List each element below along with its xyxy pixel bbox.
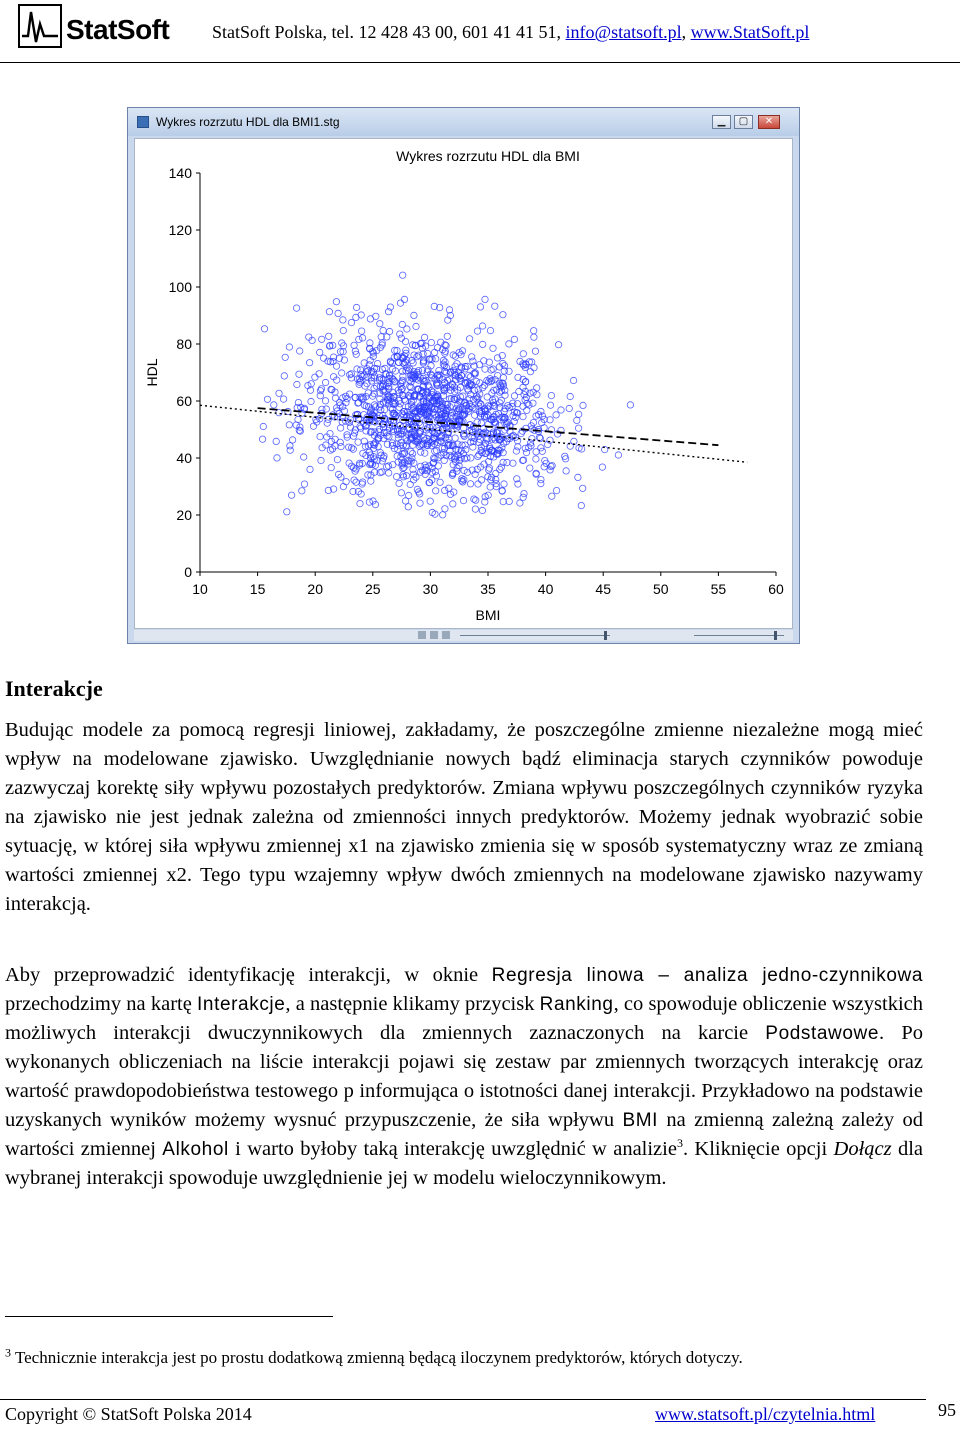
x-tick-label: 50: [653, 581, 669, 597]
window-statusbar: [134, 630, 793, 641]
data-point: [335, 310, 341, 316]
data-point: [293, 422, 299, 428]
data-point: [398, 335, 404, 341]
data-point: [474, 419, 480, 425]
data-point: [284, 509, 290, 515]
data-point: [487, 327, 493, 333]
data-point: [337, 425, 343, 431]
zoom-icon[interactable]: [418, 631, 426, 639]
data-point: [274, 455, 280, 461]
x-tick-label: 20: [307, 581, 323, 597]
paragraph-2-text: na zmienną zależną zależy od wartości zmiennej: [5, 1109, 923, 1160]
data-point: [296, 371, 302, 377]
data-point: [332, 436, 338, 442]
data-point: [348, 319, 354, 325]
data-point: [532, 348, 538, 354]
data-point: [531, 328, 537, 334]
data-point: [428, 339, 434, 345]
data-point: [477, 304, 483, 310]
data-point: [570, 377, 576, 383]
data-point: [282, 354, 288, 360]
data-point: [301, 454, 307, 460]
ui-term-button: Ranking: [539, 994, 614, 1015]
data-point: [396, 480, 402, 486]
data-point: [402, 498, 408, 504]
statsoft-logo: [18, 4, 190, 48]
data-point: [397, 300, 403, 306]
data-point: [281, 373, 287, 379]
data-point: [574, 417, 580, 423]
data-point: [515, 444, 521, 450]
y-axis-label: HDL: [144, 358, 160, 387]
paragraph-2-text: , a następnie klikamy przycisk: [285, 993, 540, 1015]
data-point: [450, 501, 456, 507]
data-point: [418, 449, 424, 455]
data-point: [317, 349, 323, 355]
data-point: [531, 334, 537, 340]
data-point: [339, 370, 345, 376]
data-point: [280, 396, 286, 402]
footer-rule: [0, 1399, 926, 1400]
window-titlebar[interactable]: [128, 108, 799, 136]
data-point: [497, 466, 503, 472]
data-point: [469, 354, 475, 360]
x-tick-label: 40: [537, 581, 554, 597]
data-point: [316, 371, 322, 377]
data-point: [533, 456, 539, 462]
logo-text: StatSoft: [66, 14, 170, 45]
data-point: [580, 402, 586, 408]
x-tick-label: 25: [365, 581, 381, 597]
data-point: [358, 312, 364, 318]
data-point: [338, 443, 344, 449]
data-point: [401, 296, 407, 302]
data-point: [580, 485, 586, 491]
data-point: [493, 470, 499, 476]
data-point: [534, 385, 540, 391]
data-point: [479, 323, 485, 329]
zoom-slider-thumb[interactable]: [774, 631, 777, 640]
paragraph-2-text: . Po wykonanych obliczeniach na liście interakcji pojawi się zestaw par zmiennych tworzących interakcję oraz wartość prawdopodobieństwa testowego p informująca o istotności danej interakcji. Przykładowo na podstawie uzyskanych wyników możemy wysnuć przypuszczenie, że siła wpływu: [5, 1022, 924, 1131]
data-point: [482, 296, 488, 302]
data-point: [356, 336, 362, 342]
window-title: Wykres rozrzutu HDL dla BMI1.stg: [156, 115, 340, 129]
data-point: [575, 474, 581, 480]
section-title: Interakcje: [5, 676, 103, 701]
data-point: [312, 374, 318, 380]
data-point: [467, 481, 473, 487]
scatter-plot-area: [134, 138, 793, 629]
data-point: [427, 498, 433, 504]
data-point: [318, 386, 324, 392]
y-tick-label: 0: [184, 564, 192, 580]
data-point: [426, 480, 432, 486]
data-point: [340, 317, 346, 323]
data-point: [322, 398, 328, 404]
data-point: [287, 447, 293, 453]
data-point: [340, 483, 346, 489]
data-point: [307, 466, 313, 472]
footnote-rule: [5, 1316, 333, 1317]
x-tick-label: 10: [192, 581, 208, 597]
data-point: [474, 328, 480, 334]
header-contact: [212, 22, 809, 43]
data-point: [308, 398, 314, 404]
data-point: [468, 455, 474, 461]
data-point: [553, 412, 559, 418]
data-point: [413, 323, 419, 329]
y-tick-label: 60: [176, 393, 192, 409]
data-point: [470, 405, 476, 411]
data-point: [317, 433, 323, 439]
pan-icon[interactable]: [442, 631, 450, 639]
data-point: [351, 342, 357, 348]
data-point: [422, 450, 428, 456]
data-point: [520, 413, 526, 419]
data-point: [319, 336, 325, 342]
paragraph-2-text: i warto byłoby taką interakcję uwzględnić w analizie: [228, 1138, 677, 1160]
data-point: [407, 481, 413, 487]
data-point: [504, 459, 510, 465]
data-point: [527, 465, 533, 471]
y-tick-label: 40: [176, 450, 192, 466]
footer-link[interactable]: www.statsoft.pl/czytelnia.html: [655, 1404, 876, 1424]
data-point: [511, 336, 517, 342]
data-point: [461, 477, 467, 483]
data-point: [294, 381, 300, 387]
data-point: [299, 488, 305, 494]
footnote-ref[interactable]: 3: [676, 1136, 683, 1151]
data-point: [488, 367, 494, 373]
data-point: [472, 506, 478, 512]
data-point: [549, 493, 555, 499]
data-point: [475, 481, 481, 487]
data-point: [326, 333, 332, 339]
data-point: [529, 435, 535, 441]
data-point: [417, 500, 423, 506]
data-point: [400, 272, 406, 278]
data-point: [402, 338, 408, 344]
paragraph-2-text: , co spowoduje obliczenie wszystkich możliwych interakcji dwuczynnikowych dla zmiennych zaznaczonych na karcie: [5, 993, 923, 1044]
data-point: [399, 321, 405, 327]
data-point: [510, 460, 516, 466]
data-point: [343, 399, 349, 405]
data-point: [567, 393, 573, 399]
minimize-button[interactable]: ▁: [712, 115, 731, 129]
y-tick-label: 80: [176, 336, 192, 352]
data-point: [320, 355, 326, 361]
data-point: [297, 348, 303, 354]
data-point: [322, 379, 328, 385]
data-point: [334, 456, 340, 462]
data-point: [437, 479, 443, 485]
footnote-number: 3: [5, 1345, 11, 1360]
data-point: [421, 334, 427, 340]
data-point: [538, 476, 544, 482]
maximize-button[interactable]: ▢: [734, 115, 753, 129]
data-point: [357, 367, 363, 373]
x-tick-label: 30: [422, 581, 439, 597]
data-point: [555, 342, 561, 348]
data-point: [293, 305, 299, 311]
header-separator: ,: [681, 22, 691, 42]
data-point: [408, 448, 414, 454]
data-point: [499, 487, 505, 493]
data-point: [511, 393, 517, 399]
ui-term-window: Regresja linowa – analiza jedno-czynnikowa: [491, 965, 923, 986]
data-point: [500, 498, 506, 504]
data-point: [367, 316, 373, 322]
header-email-link[interactable]: info@statsoft.pl: [565, 22, 682, 42]
paragraph-2-text: Aby przeprowadzić identyfikację interakcji, w oknie: [5, 964, 492, 986]
data-point: [288, 492, 294, 498]
data-point: [492, 303, 498, 309]
x-axis-label: BMI: [475, 607, 501, 623]
data-point: [558, 407, 564, 413]
data-point: [310, 423, 316, 429]
x-tick-label: 15: [249, 581, 266, 597]
page-header: [0, 0, 960, 66]
data-point: [328, 464, 334, 470]
data-point: [527, 369, 533, 375]
data-point: [409, 450, 415, 456]
data-point: [340, 327, 346, 333]
data-point: [479, 507, 485, 513]
data-point: [333, 363, 339, 369]
data-point: [431, 349, 437, 355]
data-point: [566, 405, 572, 411]
data-point: [615, 452, 621, 458]
data-point: [442, 506, 448, 512]
data-point: [563, 468, 569, 474]
data-point: [397, 331, 403, 337]
footnote: [5, 1345, 743, 1368]
ui-term-variable: BMI: [622, 1110, 659, 1131]
data-point: [380, 327, 386, 333]
x-tick-label: 35: [480, 581, 496, 597]
close-button[interactable]: ✕: [758, 115, 780, 129]
data-point: [306, 360, 312, 366]
data-point: [482, 366, 488, 372]
data-point: [548, 392, 554, 398]
data-point: [366, 499, 372, 505]
data-point: [506, 498, 512, 504]
data-point: [575, 425, 581, 431]
paragraph-2-text: przechodzimy na kartę: [5, 993, 198, 1015]
data-point: [473, 497, 479, 503]
data-point: [460, 497, 466, 503]
data-point: [428, 375, 434, 381]
y-tick-label: 100: [168, 279, 192, 295]
data-point: [333, 299, 339, 305]
data-point: [330, 354, 336, 360]
data-point: [289, 437, 295, 443]
data-point: [520, 494, 526, 500]
data-point: [458, 351, 464, 357]
data-point: [553, 487, 559, 493]
data-point: [357, 500, 363, 506]
data-point: [478, 477, 484, 483]
data-point: [393, 473, 399, 479]
header-contact-text: StatSoft Polska, tel. 12 428 43 00, 601 41 41 51,: [212, 22, 566, 42]
ui-term-option: Dołącz: [833, 1138, 892, 1160]
data-point: [355, 439, 361, 445]
data-point: [377, 321, 383, 327]
paragraph-2-text: . Kliknięcie opcji: [682, 1138, 834, 1160]
data-point: [358, 491, 364, 497]
ui-term-card: Podstawowe: [765, 1023, 880, 1044]
data-point: [487, 484, 493, 490]
data-point: [286, 344, 292, 350]
data-point: [599, 464, 605, 470]
data-point: [480, 341, 486, 347]
data-point: [347, 424, 353, 430]
data-point: [514, 401, 520, 407]
paragraph-2-text: dla wybranej interakcji spowoduje uwzględnienie jej w modelu wieloczynnikowym.: [5, 1138, 923, 1189]
data-point: [368, 478, 374, 484]
ui-term-tab: Interakcje: [197, 994, 286, 1015]
chart-window: [127, 107, 800, 644]
paragraph-1: Budując modele za pomocą regresji liniowej, zakładamy, że poszczególne zmienne niezależne mogą mieć wpływ na modelowane zjawisko. Uwzględnianie nowych bądź eliminacja starych czynników powoduje zazwyczaj korektę siły wpływu pozostałych predyktorów. Zmiana wpływu poszczególnych czynników ryzyka na zjawisko nie jest jednak zależna od zmienności innych predyktorów. Możemy jednak wyobrazić sobie sytuację, w której siła wpływu zmiennej x1 na zjawisko zmienia się w sposób systematyczny wraz ze zmianą wartości zmiennej x2. Tego typu wzajemny wpływ dwóch zmiennych na modelowane zjawisko nazywamy interakcją.: [5, 719, 923, 915]
zoom-slider-track[interactable]: [694, 635, 784, 636]
data-point: [398, 490, 404, 496]
data-point: [547, 402, 553, 408]
y-tick-label: 120: [168, 222, 192, 238]
x-tick-label: 55: [710, 581, 727, 597]
data-point: [271, 402, 277, 408]
chart-title: Wykres rozrzutu HDL dla BMI: [396, 148, 580, 164]
data-point: [276, 390, 282, 396]
data-point: [264, 396, 270, 402]
data-point: [358, 328, 364, 334]
ui-term-variable: Alkohol: [162, 1139, 229, 1160]
data-point: [301, 481, 307, 487]
header-website-link[interactable]: www.StatSoft.pl: [690, 22, 810, 42]
data-point: [318, 457, 324, 463]
data-point: [326, 309, 332, 315]
data-point: [343, 479, 349, 485]
header-rule: [0, 62, 960, 63]
data-point: [386, 470, 392, 476]
graph-window-icon: [137, 116, 149, 128]
data-point: [576, 411, 582, 417]
data-point: [520, 351, 526, 357]
x-tick-label: 45: [595, 581, 611, 597]
data-point: [261, 326, 267, 332]
data-point: [500, 312, 506, 318]
page-number: 95: [938, 1400, 956, 1420]
y-tick-label: 140: [168, 165, 192, 181]
hand-icon[interactable]: [430, 631, 438, 639]
data-point: [517, 500, 523, 506]
data-point: [433, 488, 439, 494]
footer-copyright: Copyright © StatSoft Polska 2014: [5, 1404, 252, 1424]
data-point: [411, 312, 417, 318]
data-point: [323, 406, 329, 412]
data-point: [484, 394, 490, 400]
horizontal-scroll-thumb[interactable]: [604, 631, 607, 640]
scatter-chart: [135, 139, 792, 628]
footnote-text: Technicznie interakcja jest po prostu dodatkową zmienną będącą iloczynem predyktorów, których dotyczy.: [11, 1348, 743, 1367]
data-point: [359, 335, 365, 341]
y-tick-label: 20: [176, 507, 192, 523]
paragraph-2: [5, 961, 923, 1193]
data-point: [440, 512, 446, 518]
data-point: [490, 345, 496, 351]
data-point: [286, 422, 292, 428]
data-point: [273, 438, 279, 444]
data-point: [627, 402, 633, 408]
data-point: [259, 436, 265, 442]
data-point: [444, 333, 450, 339]
data-point: [353, 304, 359, 310]
data-point: [513, 448, 519, 454]
data-point: [578, 502, 584, 508]
x-tick-label: 60: [768, 581, 784, 597]
horizontal-scroll-track[interactable]: [460, 635, 610, 636]
data-point: [466, 336, 472, 342]
data-point: [533, 449, 539, 455]
data-point: [405, 504, 411, 510]
data-point: [501, 481, 507, 487]
data-point: [506, 341, 512, 347]
data-point: [260, 423, 266, 429]
logo-chart-icon: [18, 4, 62, 48]
data-point: [452, 435, 458, 441]
